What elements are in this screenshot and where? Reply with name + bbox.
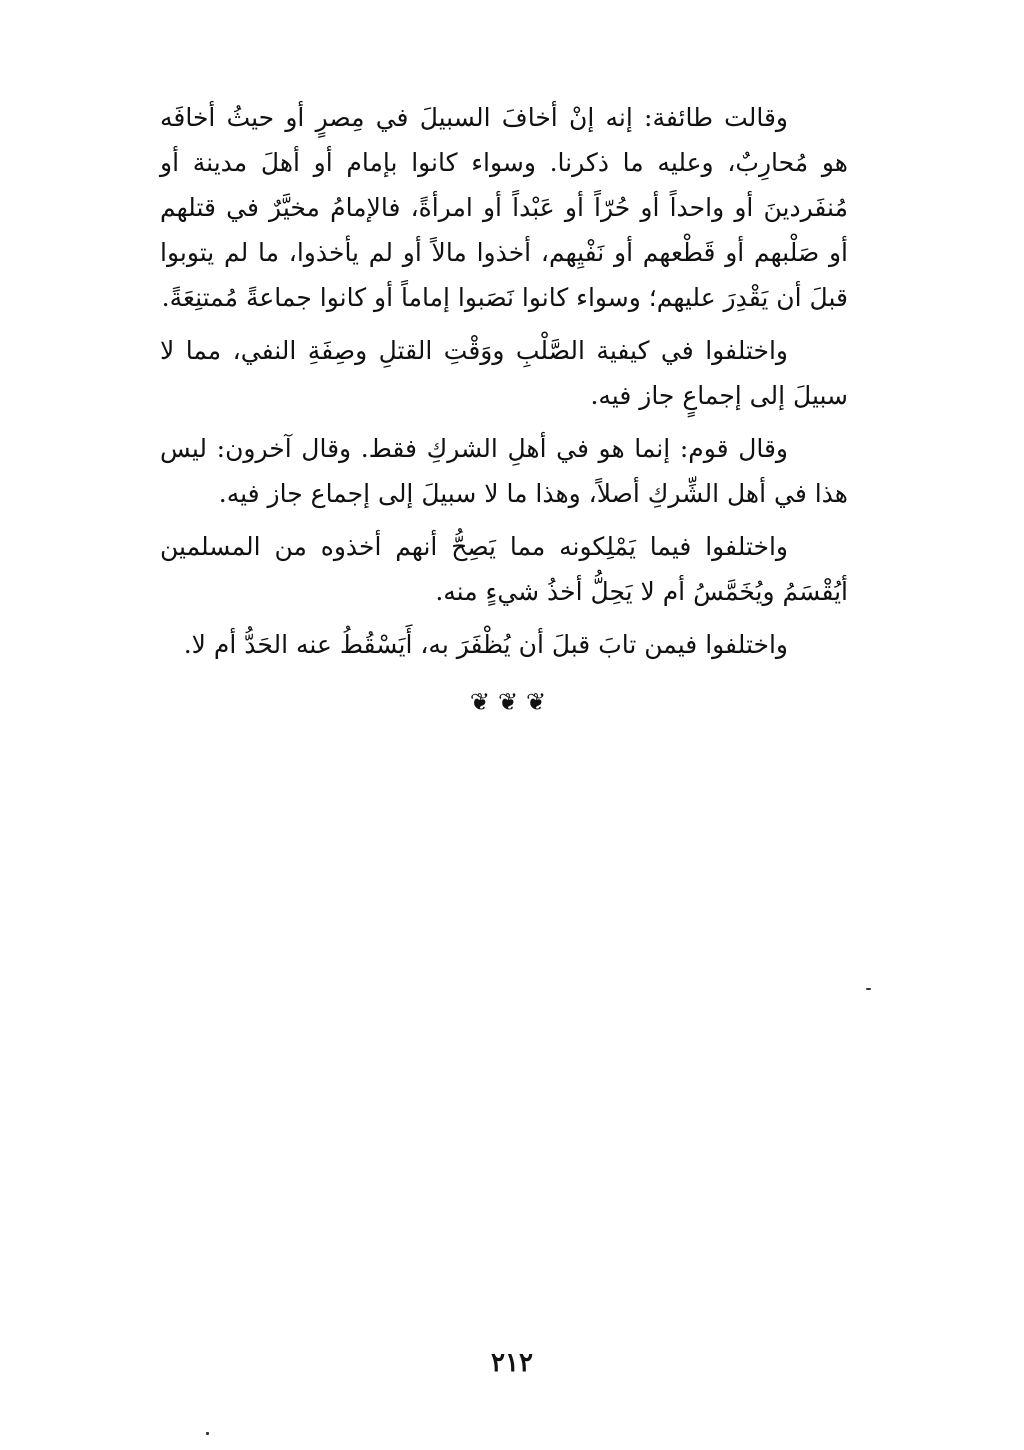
paragraph-4: واختلفوا فيما يَمْلِكونه مما يَصِحُّ أنهم أخذوه من المسلمين أيُقْسَمُ ويُخَمَّسُ أم لا يَحِلُّ أخذُ شيءٍ منه. bbox=[160, 532, 848, 606]
paragraph-5: واختلفوا فيمن تابَ قبلَ أن يُظْفَرَ به، أَيَسْقُطُ عنه الحَدُّ أم لا. bbox=[183, 630, 788, 659]
paragraph-2: واختلفوا في كيفية الصَّلْبِ ووَقْتِ القتلِ وصِفَةِ النفي، مما لا سبيلَ إلى إجماعٍ جاز فيه. bbox=[160, 336, 848, 410]
paragraph-1: وقالت طائفة: إنه إنْ أخافَ السبيلَ في مِصرٍ أو حيثُ أخافَه هو مُحارِبٌ، وعليه ما ذكرنا. وسواء كانوا بإمام أو أهلَ مدينة أو مُنفَردينَ أو واحداً أو حُرّاً أو عَبْداً أو امرأةً، فالإمامُ مخيَّرٌ في قتلهم أو صَلْبهم أو قَطْعهم أو نَفْيِهم، أخذوا مالاً أو لم يأخذوا، ما لم يتوبوا قبلَ أن يَقْدِرَ عليهم؛ وسواء كانوا نَصَبوا إماماً أو كانوا جماعةً مُمتنِعَةً. bbox=[160, 103, 848, 312]
scan-speck bbox=[206, 1432, 209, 1435]
paragraph-3: وقال قوم: إنما هو في أهلِ الشركِ فقط. وقال آخرون: ليس هذا في أهل الشِّركِ أصلاً، وهذا ما لا سبيلَ إلى إجماع جاز فيه. bbox=[160, 434, 848, 508]
section-ornament-icon: ❦❦❦ bbox=[469, 688, 555, 716]
scan-speck bbox=[866, 988, 871, 990]
page-number: ٢١٢ bbox=[491, 1348, 533, 1378]
body-text bbox=[160, 95, 848, 675]
